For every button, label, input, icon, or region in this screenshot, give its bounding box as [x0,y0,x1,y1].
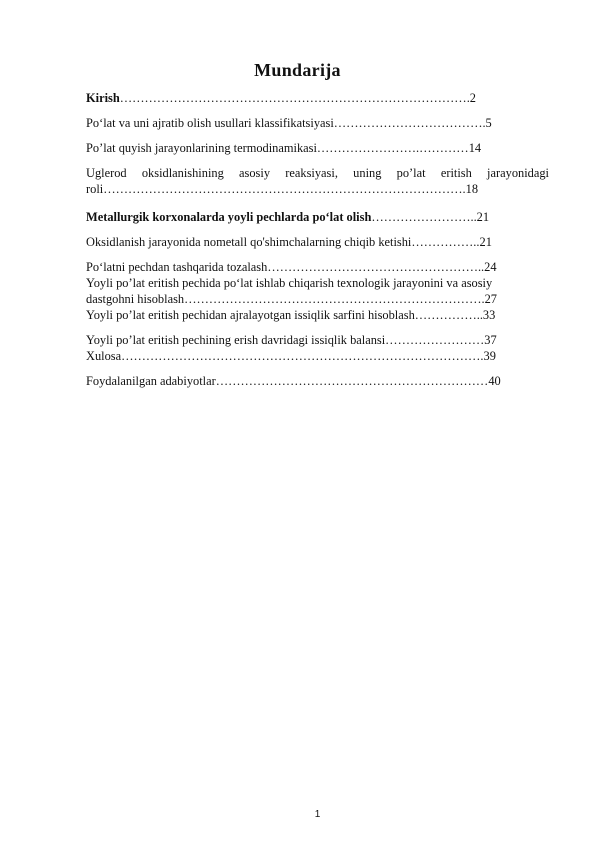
page-number: 1 [314,809,321,820]
toc-entry-tozalash[interactable]: Po‘latni pechdan tashqarida tozalash……………………………………………..24 [86,260,497,274]
toc-entry-metallurgik[interactable] [86,210,489,225]
toc-entry-uglerod-cont[interactable]: roli…………………………………………………………………………….18 [86,182,479,196]
document-title: Mundarija [254,60,341,80]
toc-entry-oksidlanish[interactable]: Oksidlanish jarayonida nometall qo'shimchalarning chiqib ketishi……………..21 [86,235,492,249]
toc-entry-text: Kirish [86,91,120,105]
toc-entry-issiqlik-balansi[interactable]: Yoyli po’lat eritish pechining erish davridagi issiqlik balansi……………………37 [86,333,497,347]
toc-entry-klassifikatsiya[interactable]: Po‘lat va uni ajratib olish usullari klassifikatsiyasi……………………………….5 [86,116,492,130]
toc-entry-dots: ………………………………………………………………………….2 [119,91,476,105]
toc-entry-adabiyotlar[interactable]: Foydalanilgan adabiyotlar…………………………………………………………40 [86,374,501,388]
toc-entry-termodinamika[interactable]: Po’lat quyish jarayonlarining termodinamikasi…………………….…………14 [86,141,482,155]
toc-entry-text: Metallurgik korxonalarda yoyli pechlarda po‘lat olish [86,210,372,224]
toc-entry-xulosa[interactable]: Xulosa…………………………………………………………………………….39 [86,349,496,363]
toc-entry-uglerod[interactable]: Uglerod oksidlanishining asosiy reaksiyasi, uning po’lat eritish jarayonidagi [86,166,549,180]
toc-entry-issiqlik-sarfi[interactable]: Yoyli po’lat eritish pechidan ajralayotgan issiqlik sarfini hisoblash……………..33 [86,308,496,322]
toc-entry-dots: ……………………..21 [371,210,490,224]
toc-entry-kirish[interactable] [86,91,476,106]
toc-entry-texnologik-cont[interactable]: dastgohni hisoblash……………………………………………………………….27 [86,292,497,306]
toc-entry-texnologik[interactable]: Yoyli po’lat eritish pechida po‘lat ishlab chiqarish texnologik jarayonini va asosiy [86,276,493,290]
